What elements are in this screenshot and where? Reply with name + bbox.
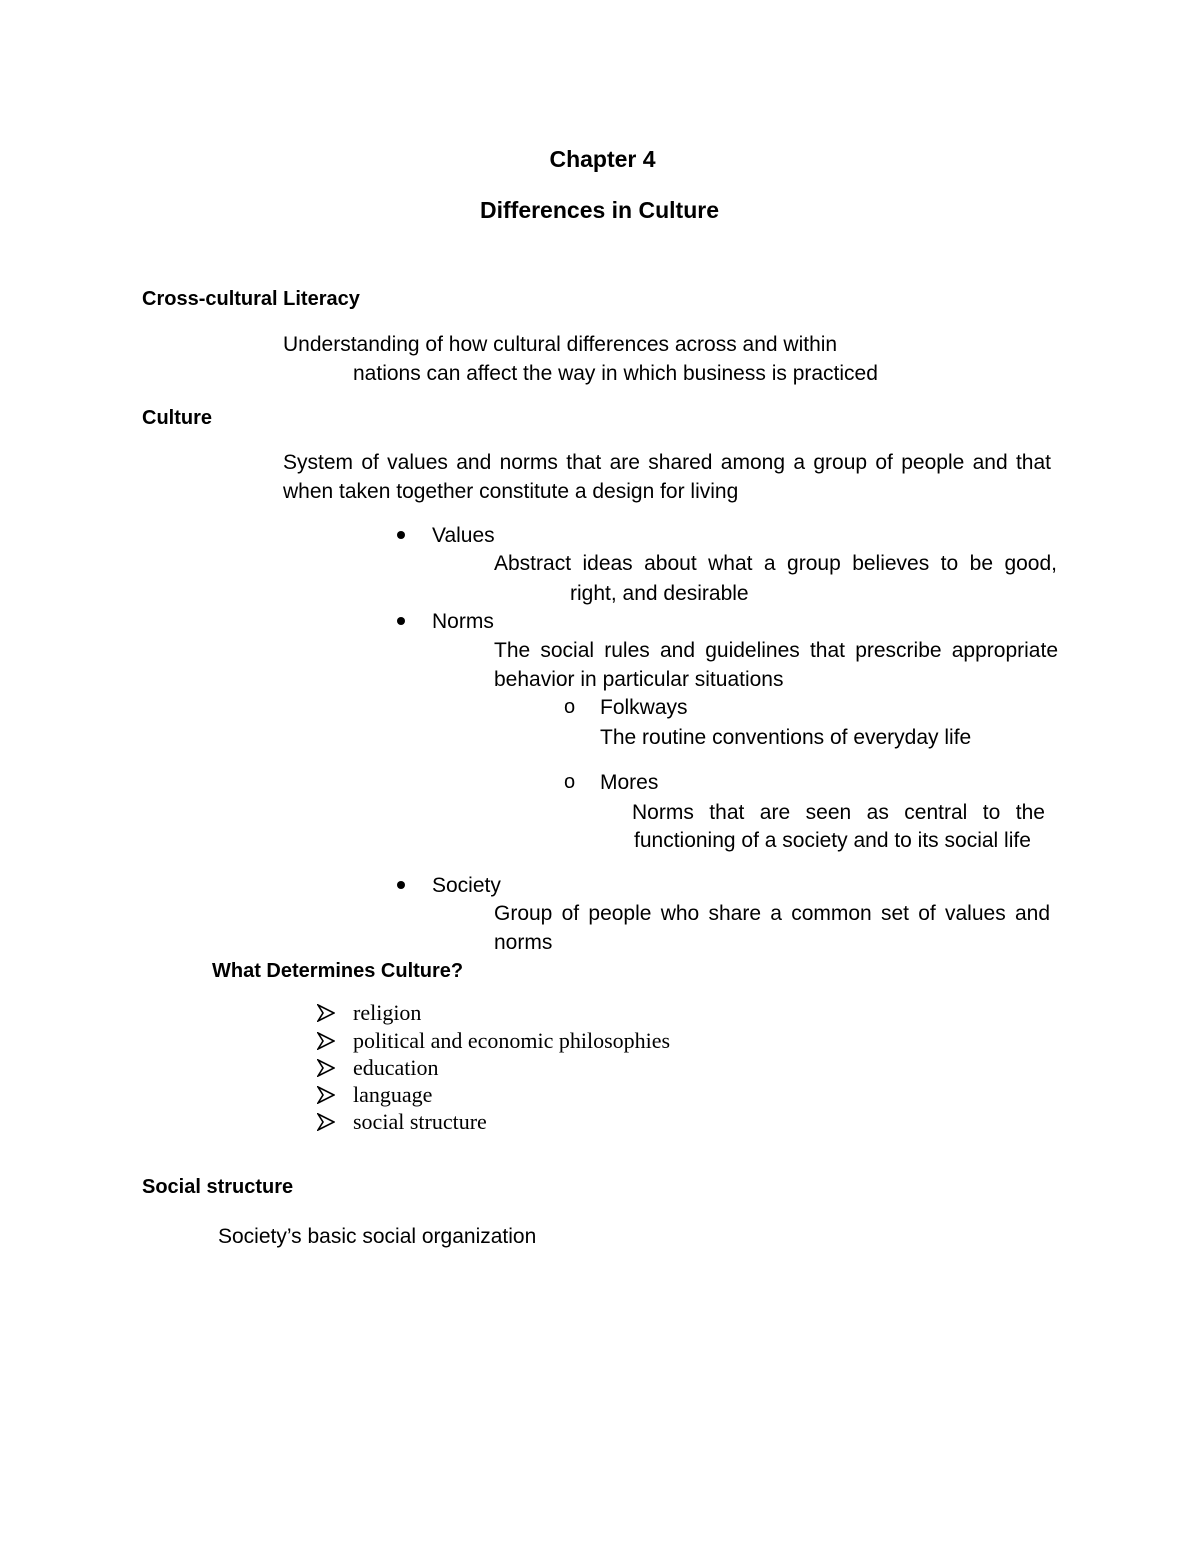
- culture-definition-line2: when taken together constitute a design for living: [283, 480, 739, 503]
- culture-definition-line1: System of values and norms that are shared among a group of people and that: [283, 451, 1051, 474]
- folkways-definition: The routine conventions of everyday life: [600, 726, 972, 749]
- society-definition-line2: norms: [494, 931, 553, 954]
- arrow-bullet-icon: [317, 1004, 335, 1022]
- values-definition-line2: right, and desirable: [570, 582, 749, 605]
- section-heading-determines: What Determines Culture?: [212, 960, 464, 982]
- arrow-bullet-icon: [317, 1032, 335, 1050]
- section-heading-social-structure: Social structure: [142, 1176, 294, 1198]
- folkways-label: Folkways: [600, 696, 688, 719]
- determinant-item: language: [353, 1082, 433, 1107]
- values-definition-line1: Abstract ideas about what a group believes to be good,: [494, 552, 1057, 575]
- norms-definition-line1: The social rules and guidelines that prescribe appropriate: [494, 639, 1058, 662]
- society-definition-line1: Group of people who share a common set of values and: [494, 902, 1050, 925]
- determinant-item: education: [353, 1055, 439, 1080]
- cross-cultural-definition-line2: nations can affect the way in which business is practiced: [353, 362, 878, 385]
- arrow-bullet-icon: [317, 1059, 335, 1077]
- bullet-icon: [397, 531, 405, 539]
- section-heading-cross-cultural: Cross-cultural Literacy: [142, 288, 360, 310]
- mores-label: Mores: [600, 771, 659, 794]
- society-label: Society: [432, 874, 501, 897]
- sub-bullet-icon: o: [564, 771, 576, 793]
- norms-label: Norms: [432, 610, 494, 633]
- determinant-item: religion: [353, 1000, 422, 1025]
- arrow-bullet-icon: [317, 1113, 335, 1131]
- determinant-item: political and economic philosophies: [353, 1028, 671, 1053]
- chapter-title: Chapter 4: [549, 146, 656, 172]
- social-structure-definition: Society’s basic social organization: [218, 1225, 537, 1248]
- chapter-subtitle: Differences in Culture: [480, 197, 719, 223]
- mores-definition-line2: functioning of a society and to its social life: [634, 829, 1031, 852]
- norms-definition-line2: behavior in particular situations: [494, 668, 784, 691]
- values-label: Values: [432, 524, 495, 547]
- determinant-item: social structure: [353, 1109, 487, 1134]
- bullet-icon: [397, 881, 405, 889]
- sub-bullet-icon: o: [564, 696, 576, 718]
- cross-cultural-definition-line1: Understanding of how cultural differences across and within: [283, 333, 838, 356]
- section-heading-culture: Culture: [142, 407, 212, 429]
- mores-definition-line1: Norms that are seen as central to the: [632, 801, 1045, 824]
- bullet-icon: [397, 617, 405, 625]
- arrow-bullet-icon: [317, 1086, 335, 1104]
